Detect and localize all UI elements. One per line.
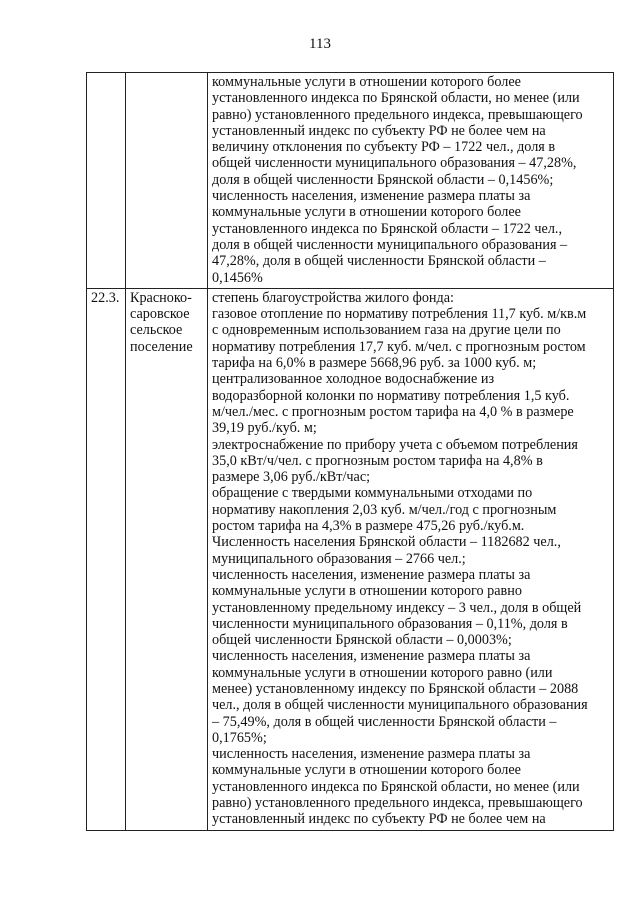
description-line: доля в общей численности Брянской области – 0,1456%; <box>212 171 554 188</box>
description-line: газовое отопление по нормативу потребления 11,7 куб. м/кв.м <box>212 306 587 323</box>
row-number-cell <box>87 288 126 830</box>
description-line: равно) установленного предельного индекса, превышающего <box>212 106 583 123</box>
description-line: 47,28%, доля в общей численности Брянской области – <box>212 253 546 270</box>
description-line: 0,1456% <box>212 269 263 286</box>
settlement-name-cell <box>126 73 208 289</box>
description-line: коммунальные услуги в отношении которого более <box>212 762 521 779</box>
table-body <box>87 73 614 831</box>
description-line: доля в общей численности муниципального образования – <box>212 236 568 253</box>
description-line: численность населения, изменение размера платы за <box>212 566 531 583</box>
description-line: численность населения, изменение размера платы за <box>212 188 531 205</box>
row-number: 22.3. <box>91 289 120 306</box>
description-line: тарифа на 6,0% в размере 5668,96 руб. за 1000 куб. м; <box>212 355 537 372</box>
description-line: с одновременным использованием газа на другие цели по <box>212 322 561 339</box>
description-line: – 75,49%, доля в общей численности Брянской области – <box>212 713 557 730</box>
settlement-name-line: сельское <box>130 322 183 339</box>
description-line: установленный индекс по субъекту РФ не более чем на <box>212 122 546 139</box>
description-line: установленного индекса по Брянской области, но менее (или <box>212 778 580 795</box>
settlement-name-line: Красноко- <box>130 289 192 306</box>
description-line: коммунальные услуги в отношении которого равно (или <box>212 664 553 681</box>
description-line: централизованное холодное водоснабжение из <box>212 371 495 388</box>
description-line: коммунальные услуги в отношении которого равно <box>212 583 522 600</box>
description-line: равно) установленного предельного индекса, превышающего <box>212 795 583 812</box>
description-line: обращение с твердыми коммунальными отходами по <box>212 485 533 502</box>
description-line: коммунальные услуги в отношении которого более <box>212 74 521 90</box>
description-line: общей численности Брянской области – 0,0003%; <box>212 632 512 649</box>
description-line: общей численности муниципального образования – 47,28%, <box>212 155 577 172</box>
document-table <box>86 72 614 831</box>
description-line: 39,19 руб./куб. м; <box>212 420 317 437</box>
description-line: численность населения, изменение размера платы за <box>212 648 531 665</box>
description-line: установленному предельному индексу – 3 чел., доля в общей <box>212 599 582 616</box>
settlement-name-line: саровское <box>130 306 190 323</box>
description-line: нормативу накопления 2,03 куб. м/чел./год с прогнозным <box>212 501 557 518</box>
description-line: численность населения, изменение размера платы за <box>212 746 531 763</box>
description-cell <box>208 73 614 289</box>
table-row <box>87 288 614 830</box>
settlement-name-cell <box>126 288 208 830</box>
table-row <box>87 73 614 289</box>
description-line: ростом тарифа на 4,3% в размере 475,26 руб./куб.м. <box>212 518 525 535</box>
row-number-cell <box>87 73 126 289</box>
description-line: размере 3,06 руб./кВт/час; <box>212 469 371 486</box>
description-line: установленного индекса по Брянской области – 1722 чел., <box>212 220 563 237</box>
description-line: Численность населения Брянской области – 1182682 чел., <box>212 534 561 551</box>
description-line: муниципального образования – 2766 чел.; <box>212 550 466 567</box>
description-line: степень благоустройства жилого фонда: <box>212 289 454 306</box>
description-line: водоразборной колонки по нормативу потребления 1,5 куб. <box>212 387 570 404</box>
description-line: коммунальные услуги в отношении которого более <box>212 204 521 221</box>
description-line: величину отклонения по субъекту РФ – 1722 чел., доля в <box>212 139 556 156</box>
description-line: установленного индекса по Брянской области, но менее (или <box>212 90 580 107</box>
description-line: установленный индекс по субъекту РФ не более чем на <box>212 811 546 828</box>
settlement-name-line: поселение <box>130 338 193 355</box>
description-line: электроснабжение по прибору учета с объемом потребления <box>212 436 578 453</box>
description-line: менее) установленному индексу по Брянской области – 2088 <box>212 680 579 697</box>
description-line: нормативу потребления 17,7 куб. м/чел. с прогнозным ростом <box>212 338 586 355</box>
description-line: м/чел./мес. с прогнозным ростом тарифа на 4,0 % в размере <box>212 403 574 420</box>
description-line: 35,0 кВт/ч/чел. с прогнозным ростом тарифа на 4,8% в <box>212 452 543 469</box>
description-line: численности муниципального образования – 0,11%, доля в <box>212 615 568 632</box>
description-line: 0,1765%; <box>212 729 267 746</box>
page-number: 113 <box>309 36 331 52</box>
description-line: чел., доля в общей численности муниципального образования <box>212 697 588 714</box>
description-cell <box>208 288 614 830</box>
